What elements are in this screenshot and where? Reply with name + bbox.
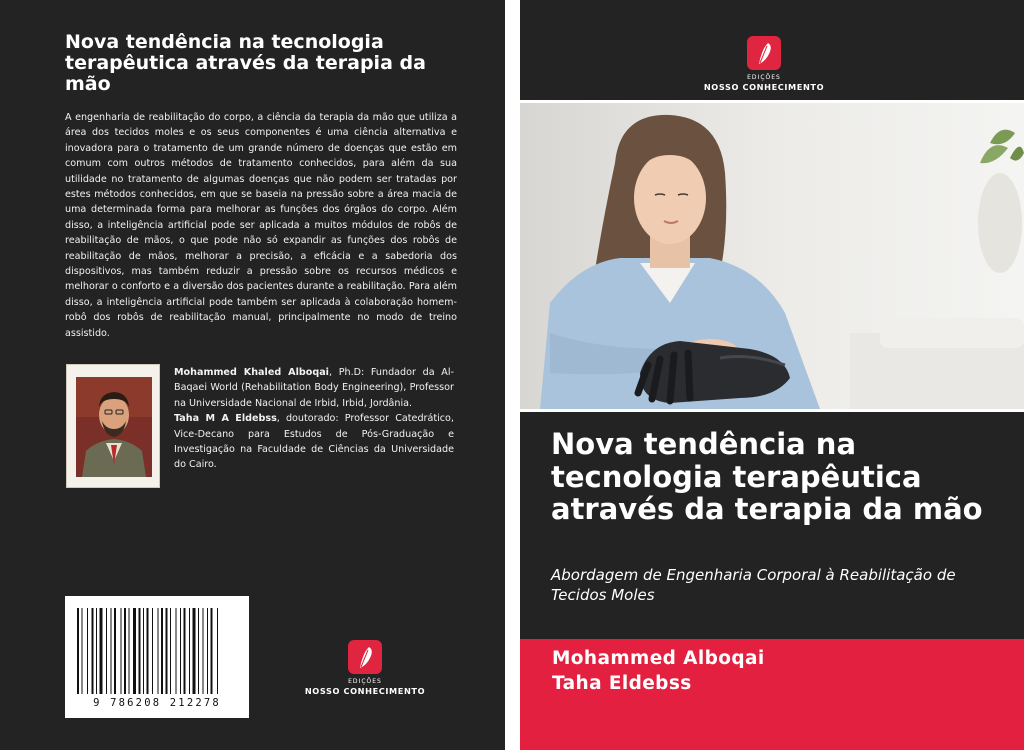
barcode-bar xyxy=(203,608,204,694)
barcode-bar xyxy=(211,608,213,694)
barcode-bar xyxy=(124,608,126,694)
barcode-bar xyxy=(77,608,79,694)
bio-author-2-name: Taha M A Eldebss xyxy=(174,413,277,425)
barcode-bar xyxy=(198,608,199,694)
publisher-logo-back xyxy=(300,640,430,696)
publisher-name: NOSSO CONHECIMENTO xyxy=(703,82,825,92)
barcode-bar xyxy=(87,608,88,694)
spine-gap xyxy=(505,0,520,750)
barcode-bar xyxy=(147,608,149,694)
back-title: Nova tendência na tecnologia terapêutica através da terapia da mão xyxy=(65,31,426,95)
front-title: Nova tendência na tecnologia terapêutica através da terapia da mão xyxy=(551,427,983,526)
front-author-1: Mohammed Alboqai xyxy=(552,648,765,669)
barcode-bar xyxy=(114,608,116,694)
barcode-bar xyxy=(100,608,103,694)
barcode-bar xyxy=(139,608,141,694)
front-authors xyxy=(552,647,765,696)
publisher-logo-front xyxy=(700,36,828,92)
barcode-bar xyxy=(207,608,208,694)
divider xyxy=(520,409,1024,412)
barcode-bar xyxy=(184,608,186,694)
barcode-bar xyxy=(161,608,163,694)
isbn-number: 9 786208 212278 xyxy=(93,697,221,709)
barcode-bar xyxy=(180,608,181,694)
barcode-bar xyxy=(158,608,159,694)
barcode-bar xyxy=(129,608,130,694)
barcode-bar xyxy=(193,608,196,694)
front-author-2: Taha Eldebss xyxy=(552,672,692,694)
publisher-small-label: EDIÇÕES xyxy=(348,678,382,685)
barcode-bar xyxy=(176,608,177,694)
barcode xyxy=(65,596,249,718)
bio-author-1-text: , Ph.D: Fundador da Al-Baqaei World (Rehabilitation Body Engineering), Professor na Universidade Nacional de Irbid, Irbid, Jordânia. xyxy=(174,367,454,409)
bio-author-2-text: , doutorado: Professor Catedrático, Vice-Decano para Estudos de Pós-Graduação e Investigação na Faculdade de Ciências da Universidade do Cairo. xyxy=(174,413,454,471)
author-bios xyxy=(174,365,454,473)
barcode-bar xyxy=(106,608,107,694)
front-subtitle: Abordagem de Engenharia Corporal à Reabilitação de Tecidos Moles xyxy=(551,566,956,604)
back-description: A engenharia de reabilitação do corpo, a ciência da terapia da mão que utiliza a área dos tecidos moles e os seus componentes é uma ciência alternativa e inovadora para o tratamento de um grande número de doenças que estão em comum com outros métodos de tratamento conhecidos, para além da sua utilidade no tratamento de algumas doenças que não podem ser tratadas por estes métodos conhecidos, em que se baseia na pressão sobre a área macia de uma determinada forma para melhorar as funções dos órgãos do corpo. Além disso, a inteligência artificial pode ser aplicada a muitos módulos de robôs de reabilitação de mãos, o que pode não só expandir as funções dos robôs de reabilitação de mãos, melhorar a precisão, a eficácia e a sabedoria dos dispositivos, mas também reduzir a pressão sobre os recursos médicos e melhorar o conforto e a diversão dos pacientes durante a reabilitação. Para além disso, a inteligência artificial pode também ser aplicada à colaboração homem-robô dos robôs de reabilitação manual, principalmente no modo de treino assistido. xyxy=(65,112,457,339)
barcode-bar xyxy=(111,608,112,694)
feather-icon xyxy=(747,36,781,70)
author-photo xyxy=(66,364,160,488)
barcode-bar xyxy=(166,608,168,694)
barcode-bar xyxy=(217,608,218,694)
cover-photo xyxy=(520,103,1024,409)
barcode-bar xyxy=(170,608,171,694)
barcode-bar xyxy=(121,608,122,694)
bio-author-1-name: Mohammed Khaled Alboqai xyxy=(174,367,329,378)
barcode-bar xyxy=(143,608,144,694)
barcode-bar xyxy=(133,608,136,694)
woman-prosthetic-hand-image xyxy=(520,103,1024,409)
feather-icon xyxy=(348,640,382,674)
publisher-name: NOSSO CONHECIMENTO xyxy=(304,686,426,696)
barcode-bar xyxy=(152,608,153,694)
author-portrait-image xyxy=(76,377,152,477)
barcode-bar xyxy=(189,608,190,694)
barcode-bar xyxy=(92,608,94,694)
barcode-bar xyxy=(82,608,83,694)
barcode-bar xyxy=(96,608,97,694)
publisher-small-label: EDIÇÕES xyxy=(747,74,781,81)
